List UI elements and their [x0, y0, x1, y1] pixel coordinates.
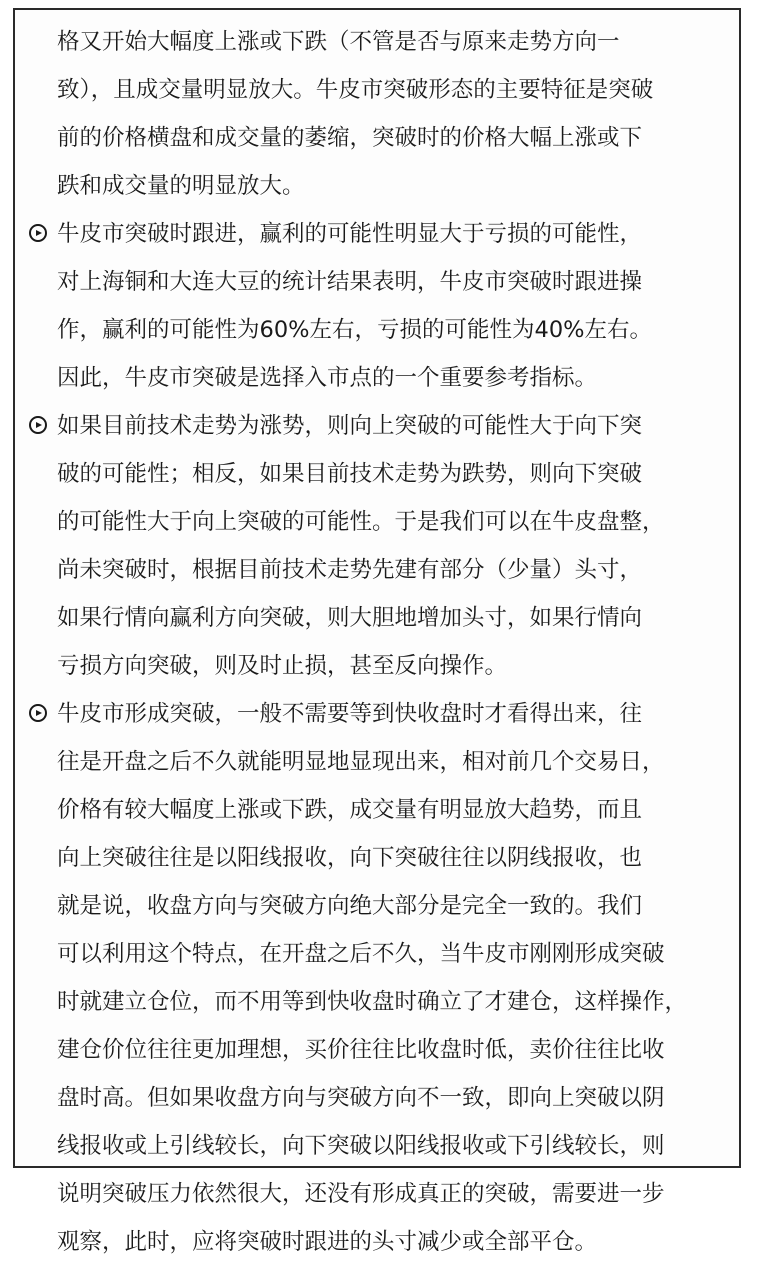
- text-line: 就是说，收盘方向与突破方向绝大部分是完全一致的。我们: [57, 893, 643, 919]
- bullet-paragraph: [27, 690, 727, 1266]
- text-line: 的可能性大于向上突破的可能性。于是我们可以在牛皮盘整，: [57, 509, 665, 535]
- text-line: 破的可能性；相反，如果目前技术走势为跌势，则向下突破: [57, 461, 643, 487]
- text-line: 牛皮市突破时跟进，赢利的可能性明显大于亏损的可能性，: [57, 221, 643, 247]
- document-body: [27, 18, 727, 1266]
- text-line: 尚未突破时，根据目前技术走势先建有部分（少量）头寸，: [57, 557, 643, 583]
- text-line: 致），且成交量明显放大。牛皮市突破形态的主要特征是突破: [57, 77, 654, 103]
- bullet-paragraph: [27, 402, 727, 690]
- circled-arrow-bullet-icon: [29, 224, 47, 242]
- text-line: 说明突破压力依然很大，还没有形成真正的突破，需要进一步: [57, 1181, 665, 1207]
- text-line: 如果行情向赢利方向突破，则大胆地增加头寸，如果行情向: [57, 605, 643, 631]
- text-line: 时就建立仓位，而不用等到快收盘时确立了才建仓，这样操作，: [57, 989, 688, 1015]
- text-line: 作，赢利的可能性为60%左右，亏损的可能性为40%左右。: [57, 317, 653, 343]
- text-line: 线报收或上引线较长，向下突破以阳线报收或下引线较长，则: [57, 1133, 665, 1159]
- text-line: 往是开盘之后不久就能明显地显现出来，相对前几个交易日，: [57, 749, 665, 775]
- text-line: 跌和成交量的明显放大。: [57, 173, 305, 199]
- text-line: 盘时高。但如果收盘方向与突破方向不一致，即向上突破以阴: [57, 1085, 665, 1111]
- text-line: 建仓价位往往更加理想，买价往往比收盘时低，卖价往往比收: [57, 1037, 665, 1063]
- text-line: 格又开始大幅度上涨或下跌（不管是否与原来走势方向一: [57, 29, 620, 55]
- text-line: 亏损方向突破，则及时止损，甚至反向操作。: [57, 653, 508, 679]
- paragraph-continuation: [27, 18, 727, 210]
- text-line: 观察，此时，应将突破时跟进的头寸减少或全部平仓。: [57, 1229, 598, 1255]
- text-line: 牛皮市形成突破，一般不需要等到快收盘时才看得出来，往: [57, 701, 643, 727]
- text-line: 对上海铜和大连大豆的统计结果表明，牛皮市突破时跟进操: [57, 269, 643, 295]
- text-line: 向上突破往往是以阳线报收，向下突破往往以阴线报收，也: [57, 845, 643, 871]
- text-line: 价格有较大幅度上涨或下跌，成交量有明显放大趋势，而且: [57, 797, 643, 823]
- text-line: 因此，牛皮市突破是选择入市点的一个重要参考指标。: [57, 365, 598, 391]
- circled-arrow-bullet-icon: [29, 704, 47, 722]
- text-line: 可以利用这个特点，在开盘之后不久，当牛皮市刚刚形成突破: [57, 941, 665, 967]
- page-frame: [13, 8, 741, 1255]
- text-line: 前的价格横盘和成交量的萎缩，突破时的价格大幅上涨或下: [57, 125, 643, 151]
- circled-arrow-bullet-icon: [29, 416, 47, 434]
- text-line: 如果目前技术走势为涨势，则向上突破的可能性大于向下突: [57, 413, 643, 439]
- bullet-paragraph: [27, 210, 727, 402]
